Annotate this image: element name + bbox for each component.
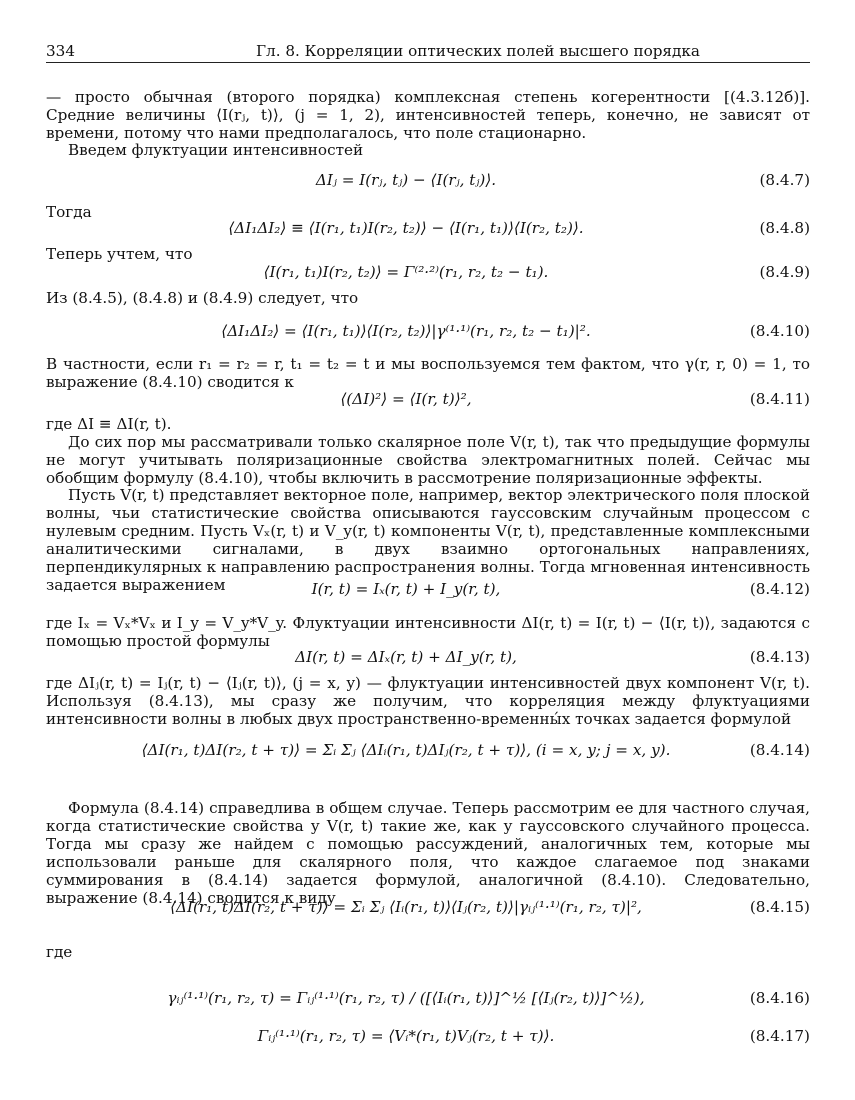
equation-number: (8.4.14) — [749, 741, 810, 759]
equation-formula: γᵢⱼ⁽¹·¹⁾(r₁, r₂, τ) = Γᵢⱼ⁽¹·¹⁾(r₁, r₂, τ) / ([⟨Iᵢ(r₁, t)⟩]^½ [⟨Iⱼ(r₂, t)⟩]^½), — [167, 989, 645, 1007]
equation-number: (8.4.13) — [749, 648, 810, 666]
paragraph-4: где ΔI ≡ ΔI(r, t). — [46, 415, 172, 433]
equation-number: (8.4.7) — [759, 171, 810, 189]
label-teper: Теперь учтем, что — [46, 245, 193, 263]
label-gde: где — [46, 943, 73, 961]
equation-8-4-7 — [46, 171, 810, 195]
paragraph-8: где ΔIⱼ(r, t) = Iⱼ(r, t) − ⟨Iⱼ(r, t)⟩, (j = x, y) — флуктуации интенсивностей двух компонент V(r, t). Используя (8.4.13), мы сразу же получим, что корреляция между флуктуациями интенсивности волны в любых двух пространственно-временны́х точках задается формулой — [46, 674, 810, 728]
running-title: Гл. 8. Корреляции оптических полей высшего порядка — [256, 42, 700, 60]
equation-8-4-8 — [46, 219, 810, 243]
equation-formula: ⟨ΔI(r₁, t)ΔI(r₂, t + τ)⟩ = Σᵢ Σⱼ ⟨ΔIᵢ(r₁, t)ΔIⱼ(r₂, t + τ)⟩, (i = x, y; j = x, y). — [141, 741, 671, 759]
equation-8-4-13 — [46, 648, 810, 672]
paragraph-6: Пусть V(r, t) представляет векторное поле, например, вектор электрического поля плоской волны, чьи статистические свойства описываются гауссовским случайным процессом с нулевым средним. Пусть Vₓ(r, t) и V_y(r, t) компоненты V(r, t), представленные комплексными аналитическими сигналами, в двух взаимно ортогональных направлениях, перпендикулярных к направлению распространения волны. Тогда мгновенная интенсивность задается выражением — [46, 486, 810, 594]
running-header — [46, 42, 810, 63]
paragraph-3: В частности, если r₁ = r₂ = r, t₁ = t₂ = t и мы воспользуемся тем фактом, что γ(r, r, 0) = 1, то выражение (8.4.10) сводится к — [46, 355, 810, 391]
equation-formula: ΔI(r, t) = ΔIₓ(r, t) + ΔI_y(r, t), — [295, 648, 517, 666]
equation-number: (8.4.15) — [749, 898, 810, 916]
paragraph-2: Введем флуктуации интенсивностей — [68, 141, 364, 159]
paragraph-7: где Iₓ = Vₓ*Vₓ и I_y = V_y*V_y. Флуктуации интенсивности ΔI(r, t) = I(r, t) − ⟨I(r, t)⟩, задаются с помощью простой формулы — [46, 614, 810, 650]
page-number: 334 — [46, 42, 75, 60]
equation-number: (8.4.8) — [759, 219, 810, 237]
equation-8-4-17 — [46, 1027, 810, 1051]
paragraph-1: — просто обычная (второго порядка) комплексная степень когерентности [(4.3.12б)]. Средние величины ⟨I(rⱼ, t)⟩, (j = 1, 2), интенсивностей теперь, конечно, не зависят от времени, потому что нами предполагалось, что поле стационарно. — [46, 88, 810, 142]
equation-8-4-12 — [46, 580, 810, 604]
equation-formula: Γᵢⱼ⁽¹·¹⁾(r₁, r₂, τ) = ⟨Vᵢ*(r₁, t)Vⱼ(r₂, t + τ)⟩. — [257, 1027, 555, 1045]
equation-formula: ⟨I(r₁, t₁)I(r₂, t₂)⟩ = Γ⁽²·²⁾(r₁, r₂, t₂ − t₁). — [263, 263, 549, 281]
paragraph-5: До сих пор мы рассматривали только скалярное поле V(r, t), так что предыдущие формулы не могут учитывать поляризационные свойства электромагнитных полей. Сейчас мы обобщим формулу (8.4.10), чтобы включить в рассмотрение поляризационные эффекты. — [46, 433, 810, 487]
equation-8-4-9 — [46, 263, 810, 287]
equation-8-4-11 — [46, 390, 810, 414]
equation-8-4-16 — [46, 989, 810, 1013]
equation-8-4-15 — [46, 898, 810, 922]
label-iz: Из (8.4.5), (8.4.8) и (8.4.9) следует, что — [46, 289, 359, 307]
equation-number: (8.4.11) — [749, 390, 810, 408]
equation-number: (8.4.12) — [749, 580, 810, 598]
equation-8-4-10 — [46, 322, 810, 346]
equation-formula: ⟨ΔI₁ΔI₂⟩ = ⟨I(r₁, t₁)⟩⟨I(r₂, t₂)⟩|γ⁽¹·¹⁾(r₁, r₂, t₂ − t₁)|². — [221, 322, 591, 340]
label-togda: Тогда — [46, 203, 92, 221]
equation-number: (8.4.10) — [749, 322, 810, 340]
equation-formula: I(r, t) = Iₓ(r, t) + I_y(r, t), — [311, 580, 501, 598]
equation-formula: ΔIⱼ = I(rⱼ, tⱼ) − ⟨I(rⱼ, tⱼ)⟩. — [315, 171, 497, 189]
equation-formula: ⟨(ΔI)²⟩ = ⟨I(r, t)⟩², — [340, 390, 472, 408]
equation-number: (8.4.16) — [749, 989, 810, 1007]
equation-number: (8.4.17) — [749, 1027, 810, 1045]
paragraph-9: Формула (8.4.14) справедлива в общем случае. Теперь рассмотрим ее для частного случая, когда статистические свойства у V(r, t) такие же, как у гауссовского случайного процесса. Тогда мы сразу же найдем с помощью рассуждений, аналогичных тем, которые мы использовали раньше для скалярного поля, что каждое слагаемое под знаками суммирования в (8.4.14) задается формулой, аналогичной (8.4.10). Следовательно, выражение (8.4.14) сводится к виду — [46, 799, 810, 907]
equation-number: (8.4.9) — [759, 263, 810, 281]
equation-formula: ⟨ΔI₁ΔI₂⟩ ≡ ⟨I(r₁, t₁)I(r₂, t₂)⟩ − ⟨I(r₁, t₁)⟩⟨I(r₂, t₂)⟩. — [228, 219, 584, 237]
equation-formula: ⟨ΔI(r₁, t)ΔI(r₂, t + τ)⟩ = Σᵢ Σⱼ ⟨Iᵢ(r₁, t)⟩⟨Iⱼ(r₂, t)⟩|γᵢⱼ⁽¹·¹⁾(r₁, r₂, τ)|², — [170, 898, 642, 916]
equation-8-4-14 — [46, 741, 810, 765]
